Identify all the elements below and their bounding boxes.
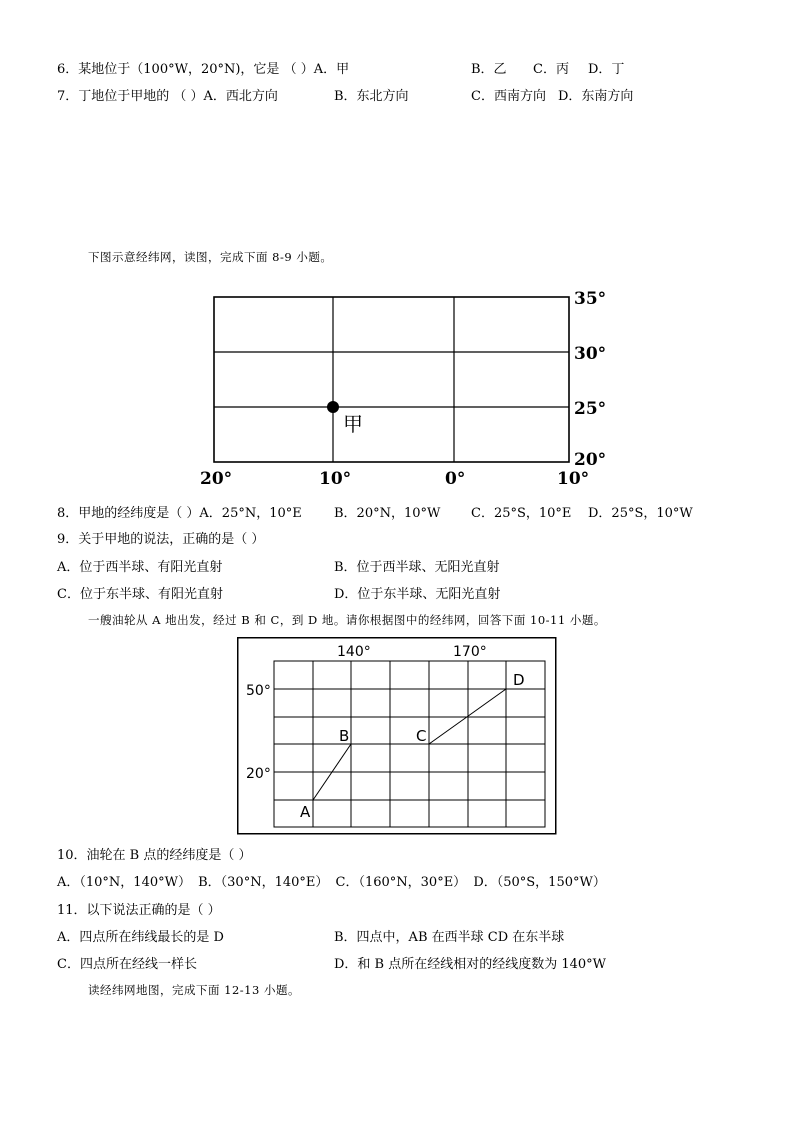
map1-frame — [214, 297, 569, 462]
question-7-option-c: C．西南方向 — [471, 89, 546, 104]
question-8-option-b: B．20°N，10°W — [334, 506, 441, 521]
question-8-option-d: D．25°S，10°W — [588, 506, 693, 521]
lon-label-140: 140° — [337, 644, 371, 660]
point-jia-marker — [327, 401, 339, 413]
question-6-option-d: D．丁 — [588, 62, 625, 77]
question-10-options: A．（10°N，140°W） B．（30°N，140°E） C．（160°N，30°E） D．（50°S，150°W） — [57, 875, 606, 890]
question-9-option-a: A．位于西半球、有阳光直射 — [57, 560, 223, 575]
point-a-label: A — [300, 803, 311, 821]
intro-8-9: 下图示意经纬网，读图，完成下面 8-9 小题。 — [88, 250, 333, 264]
graticule-map-2 — [237, 637, 557, 835]
lon-label-20: 20° — [200, 469, 233, 489]
lat-label-20: 20° — [574, 450, 607, 470]
lat-label-25: 25° — [574, 399, 607, 419]
lon-label-170: 170° — [453, 644, 487, 660]
lat-label-35: 35° — [574, 289, 607, 309]
question-9-option-c: C．位于东半球、有阳光直射 — [57, 587, 223, 602]
point-c-label: C — [416, 727, 427, 745]
lat-label-20: 20° — [246, 766, 271, 782]
question-10-stem: 10．油轮在 B 点的经纬度是（ ） — [57, 848, 252, 863]
question-11-option-a: A．四点所在纬线最长的是 D — [57, 930, 224, 945]
question-9-option-b: B．位于西半球、无阳光直射 — [334, 560, 500, 575]
question-7-option-b: B．东北方向 — [334, 89, 409, 104]
lon-label-10-right: 10° — [557, 469, 590, 489]
question-7-stem: 7．丁地位于甲地的 （ ）A．西北方向 — [57, 89, 278, 104]
lat-label-30: 30° — [574, 344, 607, 364]
point-b-label: B — [339, 727, 350, 745]
question-11-option-c: C．四点所在经线一样长 — [57, 957, 197, 972]
question-6-option-c: C．丙 — [533, 62, 569, 77]
question-8-stem: 8．甲地的经纬度是（ ）A．25°N，10°E — [57, 506, 302, 521]
point-d-label: D — [513, 671, 525, 689]
question-6-stem: 6．某地位于（100°W，20°N)，它是 （ ）A．甲 — [57, 62, 350, 77]
map2-outer-border — [238, 638, 556, 834]
question-8-option-c: C．25°S，10°E — [471, 506, 572, 521]
graticule-map-1 — [195, 285, 615, 490]
point-jia-label: 甲 — [343, 412, 363, 436]
lon-label-10-left: 10° — [319, 469, 352, 489]
question-6-option-b: B．乙 — [471, 62, 507, 77]
map2-grid — [274, 661, 545, 827]
question-9-option-d: D．位于东半球、无阳光直射 — [334, 587, 501, 602]
question-11-option-d: D．和 B 点所在经线相对的经线度数为 140°W — [334, 957, 607, 972]
intro-12-13: 读经纬网地图，完成下面 12-13 小题。 — [88, 983, 300, 997]
question-11-option-b: B．四点中，AB 在西半球 CD 在东半球 — [334, 930, 565, 945]
intro-10-11: 一艘油轮从 A 地出发，经过 B 和 C，到 D 地。请你根据图中的经纬网，回答下面 10-11 小题。 — [88, 613, 606, 627]
question-9-stem: 9．关于甲地的说法，正确的是（ ） — [57, 532, 265, 547]
question-11-stem: 11．以下说法正确的是（ ） — [57, 903, 221, 918]
question-7-option-d: D．东南方向 — [558, 89, 634, 104]
lon-label-0: 0° — [445, 469, 466, 489]
lat-label-50: 50° — [246, 683, 271, 699]
